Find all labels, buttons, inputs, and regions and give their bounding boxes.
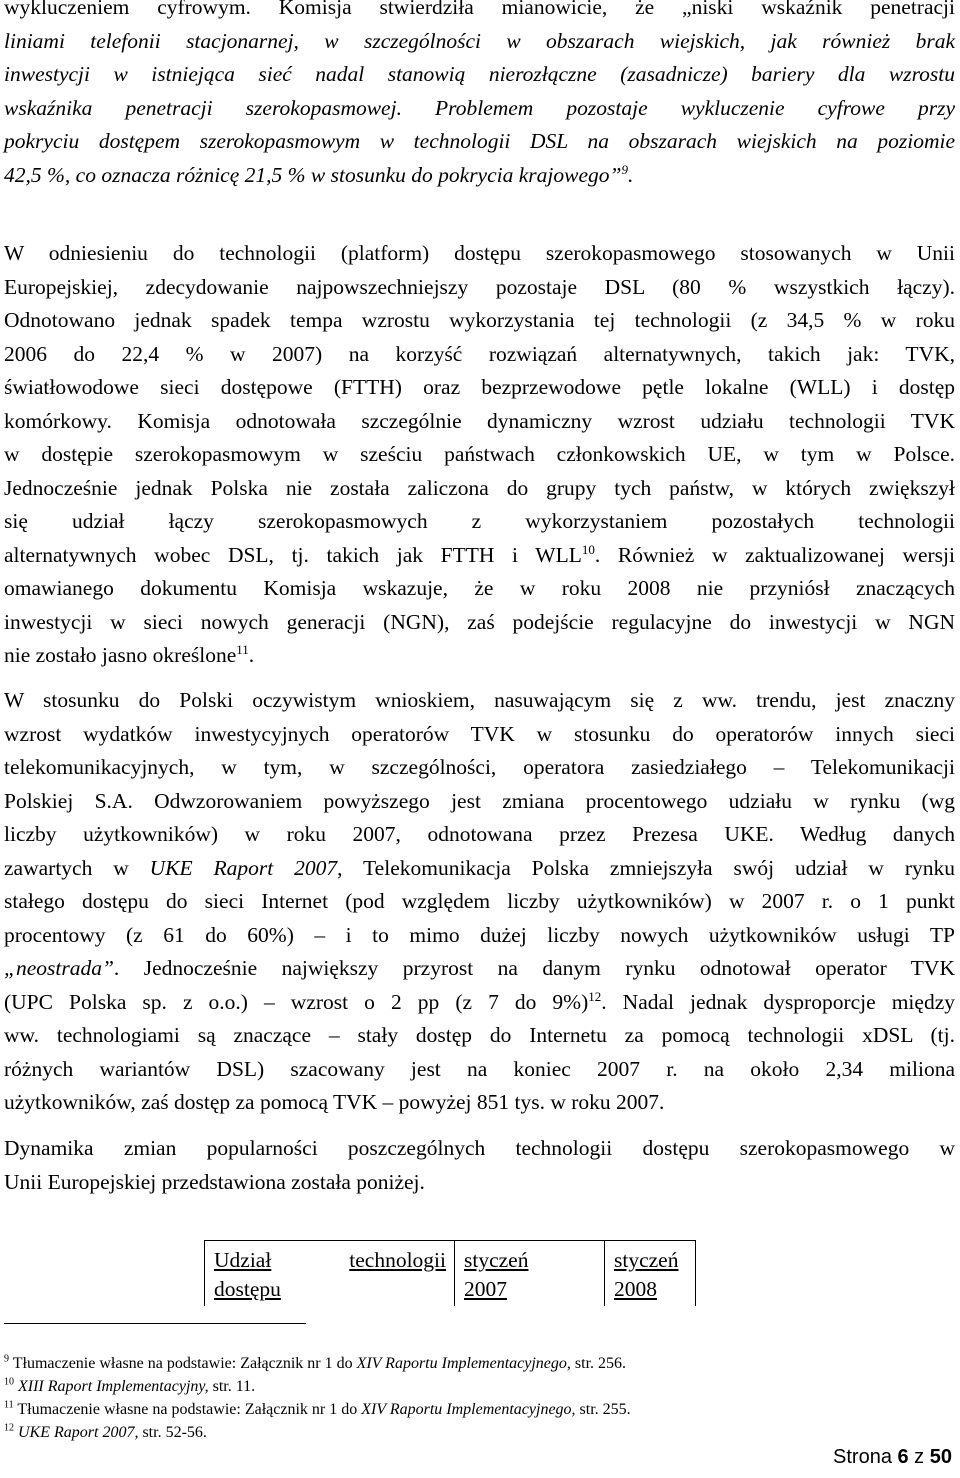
header-text: 2008: [614, 1277, 657, 1301]
footnote-11: [4, 1398, 631, 1421]
text-span: alternatywnych wobec DSL, tj. takich jak FTTH i WLL: [4, 542, 582, 567]
text-span: UKE Raport 2007: [149, 855, 338, 880]
text-line: inwestycji w istniejąca sieć nadal stanowią nierozłączne (zasadnicze) bariery dla wzrostu: [4, 62, 955, 86]
text-line: [4, 852, 955, 886]
text-line: W odniesieniu do technologii (platform) dostępu szerokopasmowego stosowanych w Unii: [4, 241, 955, 265]
header-text: Udział: [214, 1248, 272, 1272]
table-header-jan-2007: [464, 1246, 528, 1304]
footnote-title: XIV Raportu Implementacyjnego,: [356, 1355, 571, 1372]
text-span: „neostrada”: [4, 956, 114, 980]
text-span: wykluczeniem cyfrowym. Komisja stwierdziła mianowicie, że „niski wskaźnik penetracji: [4, 0, 955, 19]
page-number-total: 50: [929, 1446, 952, 1468]
footnote-text: str. 11.: [208, 1378, 256, 1395]
footnote-ref[interactable]: 9: [621, 161, 628, 177]
footnote-10: [4, 1375, 631, 1398]
text-line: wskaźnika penetracji szerokopasmowej. Problemem pozostaje wykluczenie cyfrowe przy: [4, 95, 955, 120]
text-span: , Telekomunikacja Polska zmniejszyła swój udział w rynku: [337, 855, 955, 880]
page-number-separator: z: [908, 1446, 930, 1468]
header-text: 2007: [464, 1277, 507, 1301]
paragraph-1: [4, 0, 955, 192]
footnote-text: str. 256.: [570, 1355, 627, 1372]
text-span: 42,5 %, co oznacza różnicę 21,5 % w stosunku do pokrycia krajowego”: [4, 162, 622, 187]
text-span: . Nadal jednak dysproporcje między: [601, 989, 955, 1014]
text-line: liniami telefonii stacjonarnej, w szczególności w obszarach wiejskich, jak również brak: [4, 28, 955, 53]
paragraph-4: [4, 1132, 955, 1199]
footnote-number: 12: [4, 1422, 14, 1434]
footnote-title: XIV Raportu Implementacyjnego,: [361, 1401, 576, 1418]
table-border: [454, 1240, 455, 1306]
header-text: styczeń: [464, 1248, 529, 1272]
header-text: styczeń: [614, 1248, 679, 1272]
table-header-jan-2008: [614, 1246, 678, 1304]
text-line: różnych wariantów DSL) szacowany jest na koniec 2007 r. na około 2,34 miliona: [4, 1056, 955, 1081]
table-border: [604, 1240, 605, 1306]
footnote-ref[interactable]: 12: [588, 988, 602, 1004]
footnotes: [4, 1352, 631, 1444]
text-line: światłowodowe sieci dostępowe (FTTH) oraz bezprzewodowe pętle lokalne (WLL) i dostęp: [4, 375, 955, 399]
footnote-title: UKE Raport 2007,: [18, 1424, 139, 1441]
text-line: 2006 do 22,4 % w 2007) na korzyść rozwiązań alternatywnych, takich jak: TVK,: [4, 341, 955, 366]
text-span: . Również w zaktualizowanej wersji: [594, 542, 955, 567]
text-line: Unii Europejskiej przedstawiona została poniżej.: [4, 1169, 425, 1194]
text-line: w dostępie szerokopasmowym w sześciu państwach członkowskich UE, w tym w Polsce.: [4, 442, 955, 466]
footnote-text: Tłumaczenie własne na podstawie: Załącznik nr 1 do: [17, 1401, 362, 1418]
text-span: .: [627, 162, 634, 187]
text-line: stałego dostępu do sieci Internet (pod względem liczby użytkowników) w 2007 r. o 1 punkt: [4, 889, 955, 913]
header-text: technologii: [349, 1248, 446, 1272]
footnote-ref[interactable]: 10: [581, 541, 595, 557]
table-border: [204, 1240, 205, 1306]
footnote-number: 9: [4, 1353, 9, 1365]
text-line: Polskiej S.A. Odwzorowaniem powyższego jest zmiana procentowego udziału w rynku (wg: [4, 788, 955, 813]
text-line: ww. technologiami są znaczące – stały dostęp do Internetu za pomocą technologii xDSL (tj.: [4, 1023, 955, 1047]
text-span: (UPC Polska sp. z o.o.) – wzrost o 2 pp (z 7 do 9%): [4, 989, 589, 1014]
footnote-12: [4, 1421, 631, 1444]
footnote-title: XIII Raport Implementacyjny,: [18, 1378, 209, 1395]
text-line: komórkowy. Komisja odnotowała szczególnie dynamiczny wzrost udziału technologii TVK: [4, 408, 955, 433]
text-span: .: [248, 643, 255, 667]
text-line: Dynamika zmian popularności poszczególnych technologii dostępu szerokopasmowego w: [4, 1136, 955, 1160]
footnote-separator: [4, 1323, 306, 1324]
text-line: W stosunku do Polski oczywistym wnioskiem, nasuwającym się z ww. trendu, jest znaczny: [4, 688, 955, 712]
page-number: [833, 1446, 952, 1469]
text-line: użytkowników, zaś dostęp za pomocą TVK – powyżej 851 tys. w roku 2007.: [4, 1090, 665, 1114]
text-line: [4, 952, 955, 986]
header-text: dostępu: [214, 1277, 281, 1301]
text-line: [4, 986, 955, 1020]
table-border: [695, 1240, 696, 1306]
text-line: liczby użytkowników) w roku 2007, odnotowana przez Prezesa UKE. Według danych: [4, 822, 955, 846]
paragraph-3: [4, 684, 955, 1120]
table-header-technology: [214, 1246, 446, 1304]
text-line: procentowy (z 61 do 60%) – i to mimo dużej liczby nowych użytkowników usługi TP: [4, 922, 955, 947]
footnote-9: [4, 1352, 631, 1375]
technology-share-table: [204, 1240, 696, 1306]
text-line: Odnotowano jednak spadek tempa wzrostu wykorzystania tej technologii (z 34,5 % w roku: [4, 308, 955, 332]
footnote-text: Tłumaczenie własne na podstawie: Załącznik nr 1 do: [12, 1355, 357, 1372]
text-line: [4, 159, 955, 193]
footnote-ref[interactable]: 11: [236, 641, 249, 657]
footnote-number: 11: [4, 1399, 14, 1411]
text-span: zawartych w: [4, 855, 150, 880]
paragraph-2: [4, 237, 955, 673]
page-number-label: Strona: [833, 1446, 898, 1468]
text-span: . Jednocześnie największy przyrost na danym rynku odnotował operator TVK: [113, 956, 955, 980]
footnote-number: 10: [4, 1376, 14, 1388]
text-line: się udział łączy szerokopasmowych z wykorzystaniem pozostałych technologii: [4, 509, 955, 533]
text-line: Jednocześnie jednak Polska nie została zaliczona do grupy tych państw, w których zwiększył: [4, 475, 955, 500]
footnote-text: str. 255.: [575, 1401, 631, 1418]
text-line: pokryciu dostępem szerokopasmowym w technologii DSL na obszarach wiejskich na poziomie: [4, 129, 955, 153]
text-line: omawianego dokumentu Komisja wskazuje, że w roku 2008 nie przyniósł znaczących: [4, 576, 955, 600]
footnote-text: str. 52-56.: [138, 1424, 207, 1441]
text-line: telekomunikacyjnych, w tym, w szczególności, operatora zasiedziałego – Telekomunikacji: [4, 755, 955, 779]
page-number-current: 6: [897, 1446, 909, 1468]
table-border: [204, 1240, 696, 1241]
text-line: inwestycji w sieci nowych generacji (NGN), zaś podejście regulacyjne do inwestycji w NGN: [4, 609, 955, 634]
text-line: Europejskiej, zdecydowanie najpowszechniejszy pozostaje DSL (80 % wszystkich łączy).: [4, 274, 955, 299]
text-line: [4, 639, 955, 673]
text-line: [4, 0, 955, 25]
text-line: wzrost wydatków inwestycyjnych operatorów TVK w stosunku do operatorów innych sieci: [4, 721, 955, 746]
text-line: [4, 539, 955, 573]
text-span: nie zostało jasno określone: [4, 643, 237, 667]
